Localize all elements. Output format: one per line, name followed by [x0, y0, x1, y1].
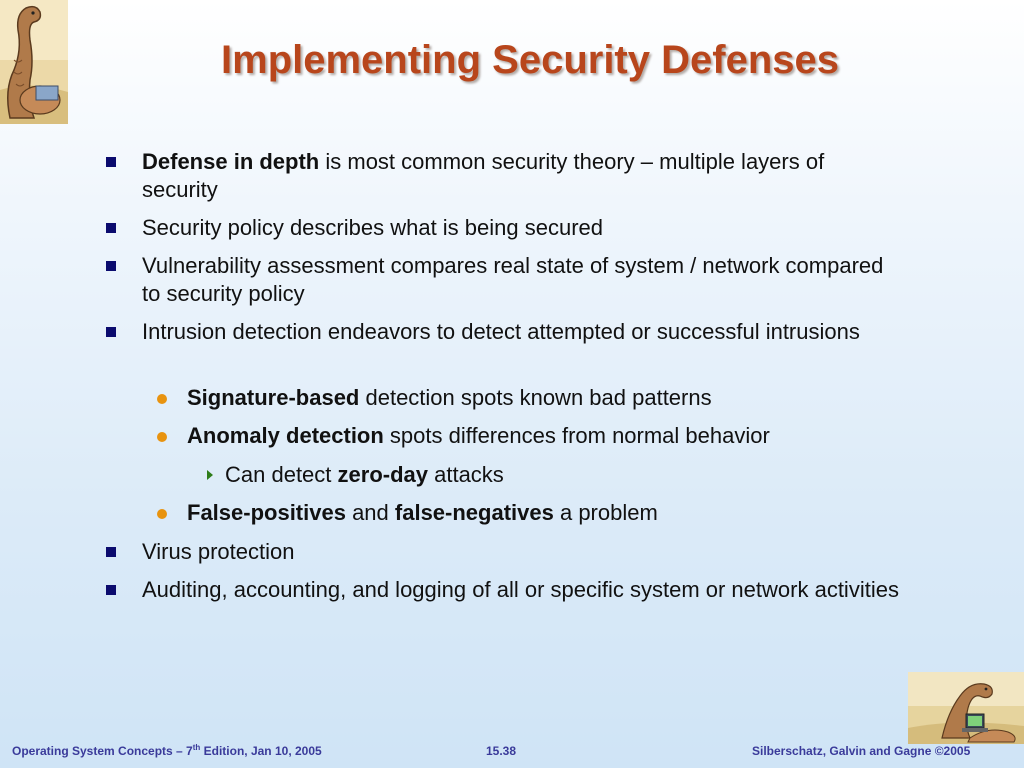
bullet-text: spots differences from normal behavior [383, 423, 770, 448]
bullet-bold-term: Signature-based [187, 385, 360, 410]
round-bullet-icon [157, 432, 167, 442]
bullet-text: a problem [553, 500, 658, 525]
square-bullet-icon [106, 547, 116, 557]
bullet-security-policy: Security policy describes what is being secured [142, 215, 604, 240]
square-bullet-icon [106, 223, 116, 233]
square-bullet-icon [106, 157, 116, 167]
subsubbullet-zero-day [225, 461, 825, 489]
footer-course-info [12, 744, 322, 764]
footer-text: Operating System Concepts – 7 [12, 744, 193, 758]
bullet-auditing: Auditing, accounting, and logging of all or specific system or network activities [142, 577, 899, 602]
dinosaur-computer-icon [908, 672, 1024, 744]
bullet-bold-term: false-negatives [394, 500, 554, 525]
footer-text: Edition, Jan 10, 2005 [200, 744, 322, 758]
round-bullet-icon [157, 509, 167, 519]
square-bullet-icon [106, 327, 116, 337]
page-number: 15.38 [486, 744, 517, 758]
bullet-bold-term: Anomaly detection [187, 423, 384, 448]
bullet-text: detection spots known bad patterns [359, 385, 712, 410]
subbullet-anomaly-detection [187, 422, 907, 450]
square-bullet-icon [106, 585, 116, 595]
footer-authors: Silberschatz, Galvin and Gagne ©2005 [752, 744, 971, 758]
bullet-bold-term: zero-day [337, 462, 428, 487]
bullet-intrusion-detection: Intrusion detection endeavors to detect attempted or successful intrusions [142, 319, 860, 344]
bullet-text: is most common security theory – multiple layers of security [142, 149, 825, 202]
bullet-virus-protection: Virus protection [142, 539, 295, 564]
slide-title: Implementing Security Defenses [221, 38, 839, 82]
arrow-bullet-icon [207, 470, 213, 480]
subbullet-signature-based [187, 384, 907, 412]
round-bullet-icon [157, 394, 167, 404]
bullet-text: attacks [428, 462, 504, 487]
bullet-defense-in-depth [142, 148, 902, 204]
bullet-vulnerability-assessment: Vulnerability assessment compares real state of system / network compared to security policy [142, 253, 884, 306]
bullet-text: and [345, 500, 395, 525]
bullet-bold-term: False-positives [187, 500, 346, 525]
square-bullet-icon [106, 261, 116, 271]
footer-superscript: th [192, 743, 201, 752]
subbullet-false-positives [187, 499, 907, 527]
bullet-bold-term: Defense in depth [142, 149, 320, 174]
bullet-text: Can detect [225, 462, 338, 487]
